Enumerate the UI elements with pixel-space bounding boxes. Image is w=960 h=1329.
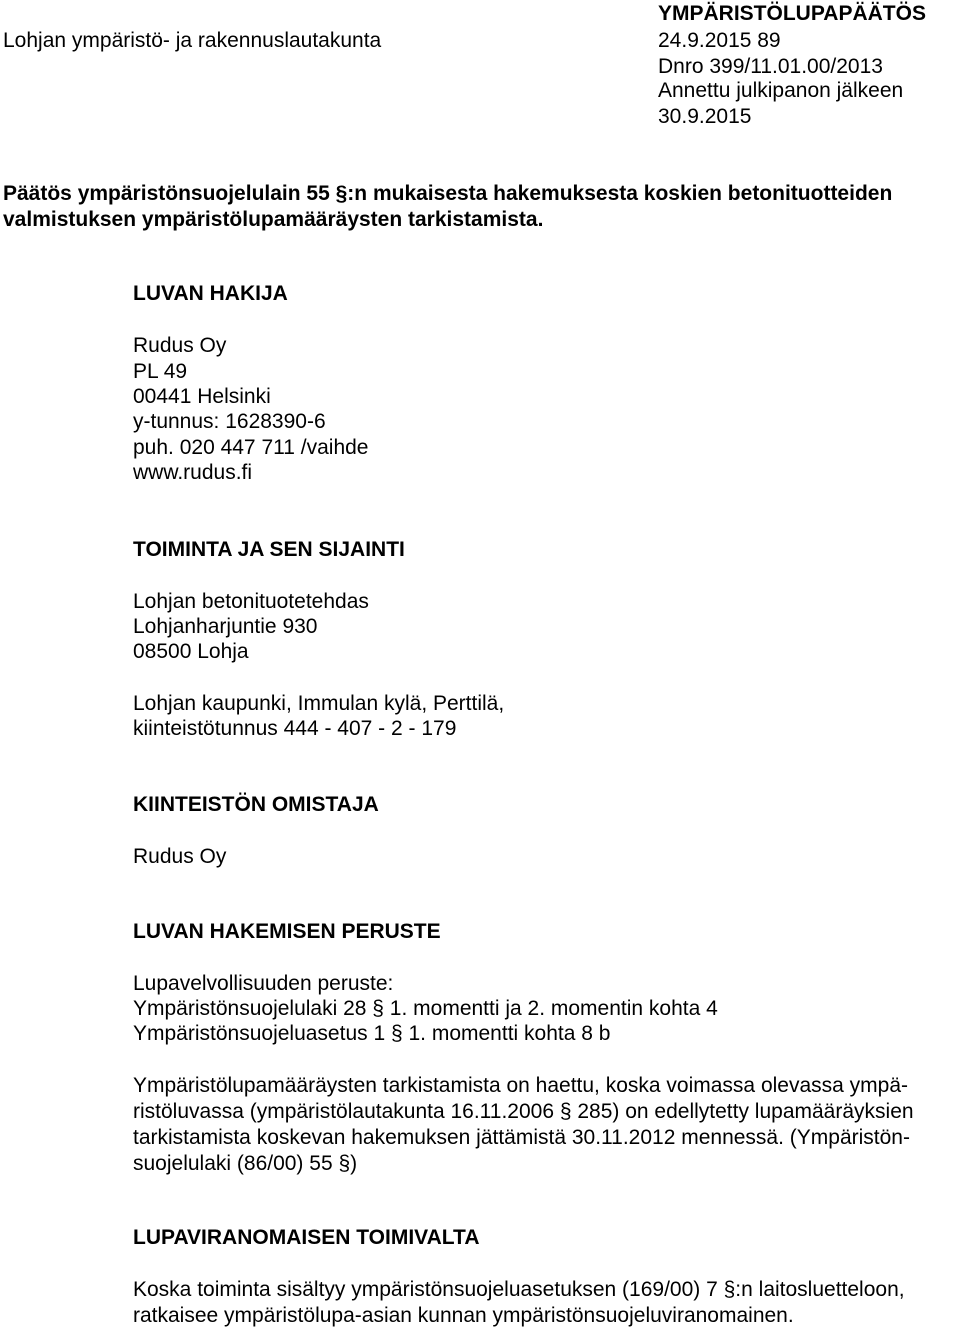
applicant-website: www.rudus.fi <box>133 461 253 484</box>
owner-heading: KIINTEISTÖN OMISTAJA <box>133 793 379 816</box>
operation-line: Lohjanharjuntie 930 <box>133 615 318 638</box>
authority-heading: LUPAVIRANOMAISEN TOIMIVALTA <box>133 1226 480 1249</box>
owner-name: Rudus Oy <box>133 845 227 868</box>
applicant-line: 00441 Helsinki <box>133 385 271 408</box>
basis-line: Ympäristönsuojeluasetus 1 § 1. momentti kohta 8 b <box>133 1022 611 1045</box>
basis-line: Ympäristönsuojelulaki 28 § 1. momentti ja 2. momentin kohta 4 <box>133 997 718 1020</box>
paragraph-line: Koska toiminta sisältyy ympäristönsuojeluasetuksen (169/00) 7 §:n laitosluetteloon, <box>133 1278 905 1301</box>
decision-date-number: 24.9.2015 89 <box>658 29 781 52</box>
location-line: kiinteistötunnus 444 - 407 - 2 - 179 <box>133 717 457 740</box>
operation-heading: TOIMINTA JA SEN SIJAINTI <box>133 538 405 561</box>
document-type: YMPÄRISTÖLUPAPÄÄTÖS <box>658 2 926 25</box>
basis-paragraph <box>133 1073 960 1177</box>
applicant-line: y-tunnus: 1628390-6 <box>133 410 326 433</box>
published-label: Annettu julkipanon jälkeen <box>658 79 904 102</box>
operation-line: 08500 Lohja <box>133 640 249 663</box>
authority-name: Lohjan ympäristö- ja rakennuslautakunta <box>3 29 382 52</box>
paragraph-line: tarkistamista koskevan hakemuksen jättämistä 30.11.2012 mennessä. (Ympäristön- <box>133 1126 910 1149</box>
basis-heading: LUVAN HAKEMISEN PERUSTE <box>133 920 441 943</box>
applicant-heading: LUVAN HAKIJA <box>133 282 288 305</box>
authority-paragraph <box>133 1277 960 1329</box>
paragraph-line: suojelulaki (86/00) 55 §) <box>133 1152 358 1175</box>
record-number: Dnro 399/11.01.00/2013 <box>658 55 883 78</box>
basis-line: Lupavelvollisuuden peruste: <box>133 972 394 995</box>
paragraph-line: ratkaisee ympäristölupa-asian kunnan ympäristönsuojeluviranomainen. <box>133 1304 794 1327</box>
decision-title-line-2: valmistuksen ympäristölupamääräysten tarkistamista. <box>3 208 544 231</box>
paragraph-line: ristöluvassa (ympäristölautakunta 16.11.2006 § 285) on edellytetty lupamääräyksien <box>133 1100 914 1123</box>
applicant-line: Rudus Oy <box>133 334 227 357</box>
published-date: 30.9.2015 <box>658 105 752 128</box>
decision-title-line-1: Päätös ympäristönsuojelulain 55 §:n mukaisesta hakemuksesta koskien betonituotteiden <box>3 182 893 205</box>
applicant-line: puh. 020 447 711 /vaihde <box>133 436 369 459</box>
operation-line: Lohjan betonituotetehdas <box>133 590 369 613</box>
paragraph-line: Ympäristölupamääräysten tarkistamista on haettu, koska voimassa olevassa ympä- <box>133 1074 909 1097</box>
applicant-line: PL 49 <box>133 360 188 383</box>
location-line: Lohjan kaupunki, Immulan kylä, Perttilä, <box>133 692 505 715</box>
